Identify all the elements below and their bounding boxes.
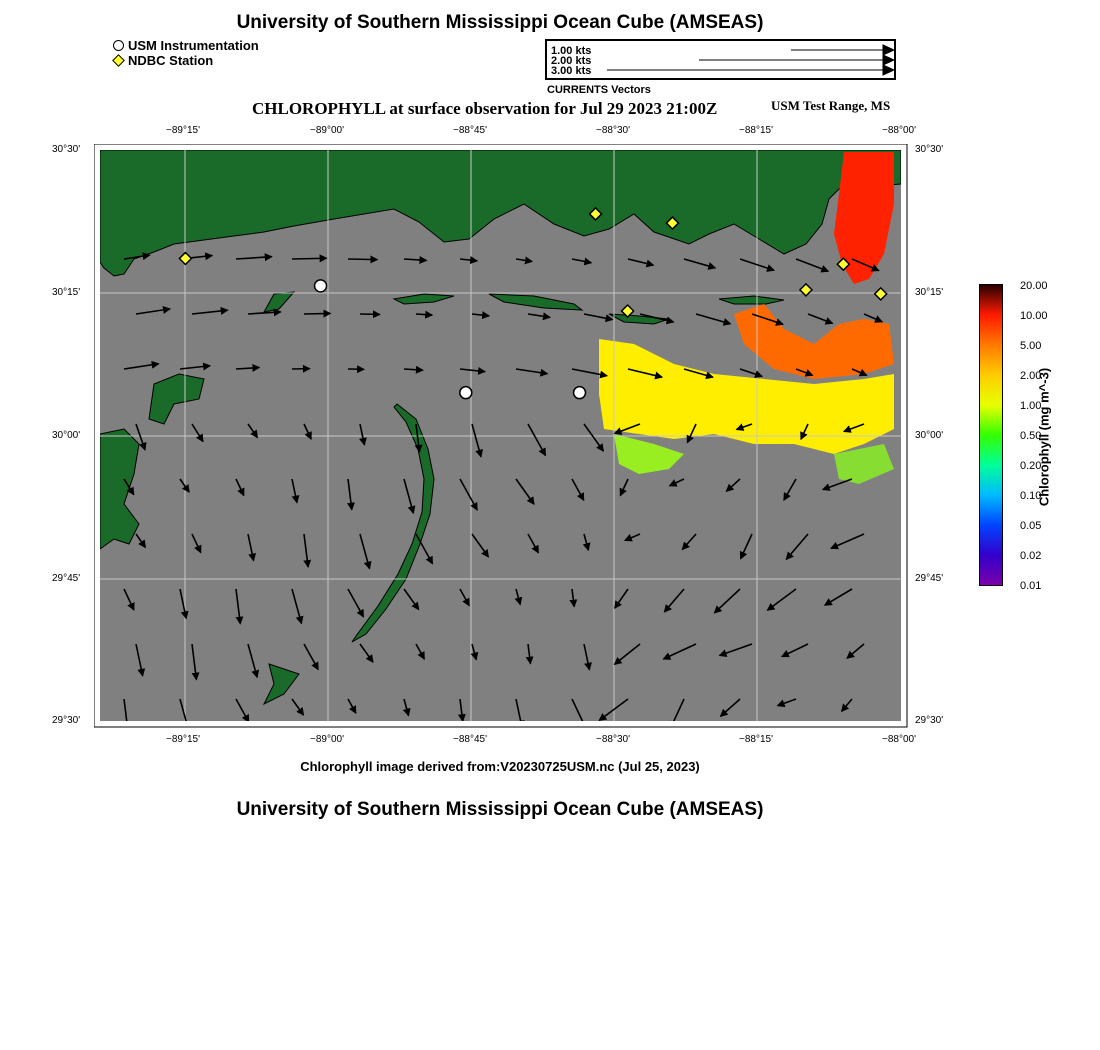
map-subtitle: CHLOROPHYLL at surface observation for Jul 29 2023 21:00Z: [252, 99, 718, 118]
colorbar-label: 10.00: [1020, 310, 1048, 322]
colorbar-gradient: [980, 285, 1002, 585]
lat-tick-left: 30°15': [52, 287, 81, 298]
colorbar-label: 5.00: [1020, 340, 1042, 352]
current-vector-arrow: [416, 314, 432, 315]
lon-tick-top: −88°00': [882, 125, 916, 136]
usm-instrument-icon: [113, 40, 124, 51]
source-caption: Chlorophyll image derived from:V20230725USM.nc (Jul 25, 2023): [300, 759, 700, 774]
lon-tick-top: −89°15': [166, 125, 200, 136]
legend-ndbc-label: NDBC Station: [128, 53, 214, 68]
usm-instrument-marker: [315, 280, 327, 292]
legend-ndbc: [113, 53, 213, 68]
current-vector-arrow: [292, 258, 327, 259]
currents-key: [545, 39, 896, 80]
colorbar-title: Chlorophyll (mg m^-3): [1036, 367, 1052, 507]
lon-tick-bottom: −88°00': [882, 734, 916, 745]
page-title: University of Southern Mississippi Ocean Cube (AMSEAS): [236, 12, 764, 33]
colorbar-label: 2.00: [1020, 370, 1042, 382]
currents-key-caption: CURRENTS Vectors: [547, 84, 651, 96]
lon-tick-top: −89°00': [310, 125, 344, 136]
usm-instrument-marker: [574, 387, 586, 399]
lon-tick-bottom: −89°15': [166, 734, 200, 745]
currents-key-arrows: [547, 41, 894, 78]
lat-tick-left: 29°45': [52, 573, 81, 584]
ndbc-station-icon: [112, 54, 125, 67]
legend-usm-label: USM Instrumentation: [128, 38, 259, 53]
colorbar-label: 0.02: [1020, 550, 1042, 562]
lon-tick-bottom: −88°15': [739, 734, 773, 745]
currents-key-1: 1.00 kts: [551, 45, 592, 57]
lon-tick-bottom: −89°00': [310, 734, 344, 745]
current-vector-arrow: [304, 313, 330, 314]
colorbar-label: 0.20: [1020, 460, 1042, 472]
range-name: USM Test Range, MS: [771, 98, 891, 113]
lon-tick-bottom: −88°30': [596, 734, 630, 745]
lat-tick-left: 29°30': [52, 715, 81, 726]
colorbar: [979, 284, 1003, 586]
colorbar-label: 0.01: [1020, 580, 1042, 592]
colorbar-label: 1.00: [1020, 400, 1042, 412]
currents-key-2: 2.00 kts: [551, 55, 592, 67]
lon-tick-top: −88°30': [596, 125, 630, 136]
lon-tick-top: −88°15': [739, 125, 773, 136]
lat-tick-right: 30°15': [915, 287, 944, 298]
lat-tick-right: 30°00': [915, 430, 944, 441]
legend-usm: [113, 38, 259, 53]
lat-tick-right: 30°30': [915, 144, 944, 155]
colorbar-label: 0.05: [1020, 520, 1042, 532]
colorbar-label: 0.10: [1020, 490, 1042, 502]
colorbar-label: 0.50: [1020, 430, 1042, 442]
footer-title: University of Southern Mississippi Ocean Cube (AMSEAS): [236, 799, 764, 820]
current-vector-arrow: [348, 259, 377, 260]
lat-tick-right: 29°30': [915, 715, 944, 726]
lon-tick-top: −88°45': [453, 125, 487, 136]
currents-key-3: 3.00 kts: [551, 65, 592, 77]
lat-tick-left: 30°30': [52, 144, 81, 155]
colorbar-label: 20.00: [1020, 280, 1048, 292]
lat-tick-right: 29°45': [915, 573, 944, 584]
map: [94, 144, 910, 728]
lon-tick-bottom: −88°45': [453, 734, 487, 745]
lat-tick-left: 30°00': [52, 430, 81, 441]
usm-instrument-marker: [460, 387, 472, 399]
